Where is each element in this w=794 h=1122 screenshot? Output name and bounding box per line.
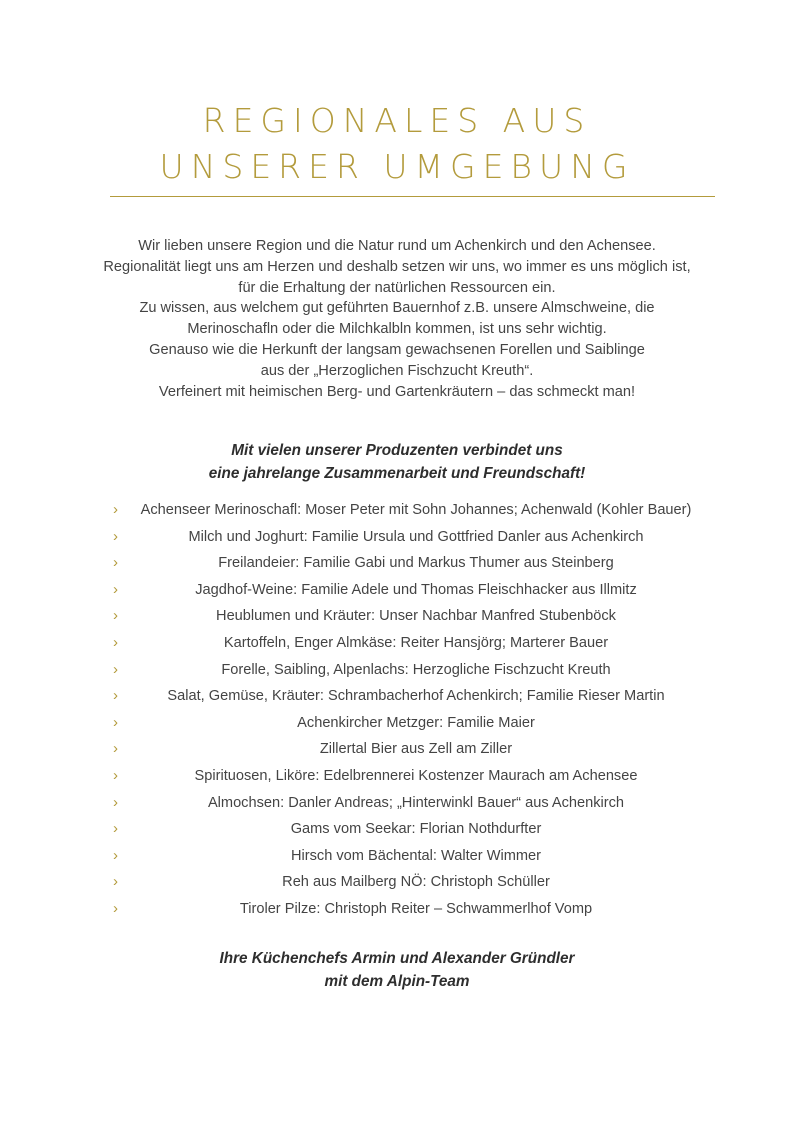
chevron-right-icon: ›: [113, 687, 118, 705]
producer-text: Gams vom Seekar: Florian Nothdurfter: [290, 821, 542, 838]
list-item: [0, 603, 794, 630]
chevron-right-icon: ›: [113, 554, 118, 572]
producer-text: Salat, Gemüse, Kräuter: Schrambacherhof Achenkirch; Familie Rieser Martin: [167, 688, 665, 705]
producer-text: Forelle, Saibling, Alpenlachs: Herzogliche Fischzucht Kreuth: [221, 661, 611, 678]
chevron-right-icon: ›: [113, 580, 118, 598]
highlight-line: eine jahrelange Zusammenarbeit und Freundschaft!: [208, 465, 586, 482]
list-item: [0, 710, 794, 737]
intro-line: aus der „Herzoglichen Fischzucht Kreuth“.: [260, 362, 534, 379]
producer-text: Tiroler Pilze: Christoph Reiter – Schwammerlhof Vomp: [239, 900, 593, 917]
producer-text: Jagdhof-Weine: Familie Adele und Thomas Fleischhacker aus Illmitz: [195, 581, 637, 598]
title-divider: [110, 196, 715, 197]
producer-text: Achenkircher Metzger: Familie Maier: [297, 714, 535, 731]
producer-text: Zillertal Bier aus Zell am Ziller: [319, 741, 513, 758]
chevron-right-icon: ›: [113, 766, 118, 784]
list-item: [0, 657, 794, 684]
producer-text: Hirsch vom Bächental: Walter Wimmer: [290, 847, 542, 864]
chevron-right-icon: ›: [113, 713, 118, 731]
chevron-right-icon: ›: [113, 660, 118, 678]
list-item: [0, 843, 794, 870]
list-item: [0, 550, 794, 577]
highlight-line: Mit vielen unserer Produzenten verbindet uns: [231, 442, 563, 459]
list-item: [0, 896, 794, 923]
chevron-right-icon: ›: [113, 873, 118, 891]
intro-line: für die Erhaltung der natürlichen Ressourcen ein.: [238, 279, 556, 296]
producer-highlight: [80, 439, 714, 485]
producer-text: Almochsen: Danler Andreas; „Hinterwinkl Bauer“ aus Achenkirch: [207, 794, 625, 811]
list-item: [0, 869, 794, 896]
chevron-right-icon: ›: [113, 899, 118, 917]
signoff-line: Ihre Küchenchefs Armin und Alexander Gründler: [219, 950, 575, 967]
page-title-line-1: REGIONALES AUS: [202, 101, 592, 140]
chevron-right-icon: ›: [113, 527, 118, 545]
page-title-line-2: UNSERER UMGEBUNG: [159, 147, 635, 186]
intro-line: Genauso wie die Herkunft der langsam gewachsenen Forellen und Saiblinge: [149, 341, 645, 358]
chevron-right-icon: ›: [113, 740, 118, 758]
intro-line: Zu wissen, aus welchem gut geführten Bauernhof z.B. unsere Almschweine, die: [139, 300, 655, 317]
signoff-line: mit dem Alpin-Team: [324, 973, 470, 990]
intro-line: Merinoschafln oder die Milchkalbln kommen, ist uns sehr wichtig.: [187, 321, 607, 338]
intro-line: Regionalität liegt uns am Herzen und deshalb setzen wir uns, wo immer es uns möglich ist,: [103, 258, 691, 275]
intro-line: Verfeinert mit heimischen Berg- und Gartenkräutern – das schmeckt man!: [158, 383, 636, 400]
list-item: [0, 577, 794, 604]
chevron-right-icon: ›: [113, 846, 118, 864]
list-item: [0, 683, 794, 710]
chevron-right-icon: ›: [113, 633, 118, 651]
list-item: [0, 790, 794, 817]
list-item: [0, 497, 794, 524]
producer-text: Freilandeier: Familie Gabi und Markus Thumer aus Steinberg: [218, 555, 614, 572]
chevron-right-icon: ›: [113, 607, 118, 625]
intro-paragraph: [80, 236, 714, 402]
list-item: [0, 524, 794, 551]
producer-text: Spirituosen, Liköre: Edelbrennerei Kostenzer Maurach am Achensee: [194, 767, 638, 784]
list-item: [0, 763, 794, 790]
chevron-right-icon: ›: [113, 793, 118, 811]
producer-text: Achenseer Merinoschafl: Moser Peter mit Sohn Johannes; Achenwald (Kohler Bauer): [140, 502, 692, 518]
producer-text: Milch und Joghurt: Familie Ursula und Gottfried Danler aus Achenkirch: [188, 528, 644, 545]
producer-text: Heublumen und Kräuter: Unser Nachbar Manfred Stubenböck: [216, 608, 616, 625]
signoff: [80, 947, 714, 993]
list-item: [0, 816, 794, 843]
intro-line: Wir lieben unsere Region und die Natur rund um Achenkirch und den Achensee.: [138, 238, 656, 254]
list-item: [0, 630, 794, 657]
producer-text: Reh aus Mailberg NÖ: Christoph Schüller: [282, 874, 550, 891]
chevron-right-icon: ›: [113, 501, 118, 518]
producer-list: [0, 497, 794, 923]
list-item: [0, 736, 794, 763]
producer-text: Kartoffeln, Enger Almkäse: Reiter Hansjörg; Marterer Bauer: [223, 634, 609, 651]
chevron-right-icon: ›: [113, 820, 118, 838]
